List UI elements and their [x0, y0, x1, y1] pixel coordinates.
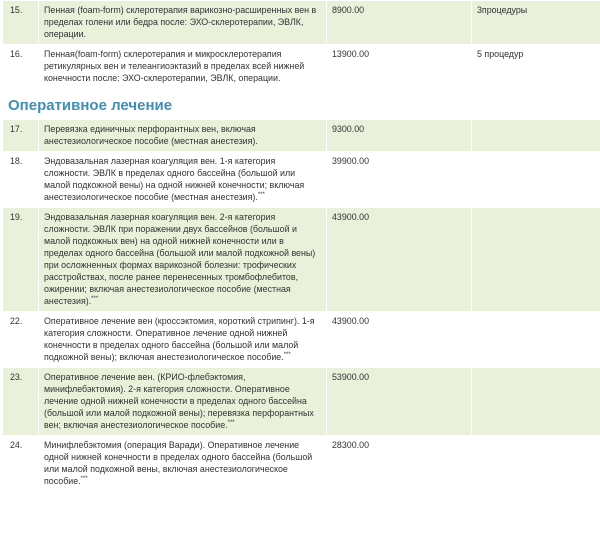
row-number: 24. — [3, 436, 39, 492]
footnote-stars: *** — [257, 192, 265, 199]
row-number: 23. — [3, 368, 39, 436]
service-description-cell — [39, 120, 327, 152]
service-description: Эндовазальная лазерная коагуляция вен. 2-я категория сложности. ЭВЛК при поражении двух бассейнов (большой и малой подкожных вен) на одной нижней конечности или в пределах одного бассейна (большой или малой подкожной вены) при осложненных формах варикозной болезни: трофических расстройствах, после ранее перенесенных тромбофлебитов, ожирении; включая анестезиологическое пособие (местная анестезия). — [44, 212, 316, 306]
service-note — [472, 368, 600, 436]
service-description: Эндовазальная лазерная коагуляция вен. 1-я категория сложности. ЭВЛК в пределах одного бассейна (большой или малой подкожной вены) на одной нижней конечности; включая анестезиологическое пособие (местная анестезия). — [44, 156, 305, 202]
footnote-stars: *** — [283, 352, 291, 359]
price-table-main — [2, 119, 600, 492]
service-price: 28300.00 — [327, 436, 472, 492]
row-number: 15. — [3, 1, 39, 45]
row-number: 18. — [3, 152, 39, 208]
service-description: Пенная (foam-form) склеротерапия варикозно-расширенных вен в пределах голени или бедра после: ЭХО-склеротерапии, ЭВЛК, операции. — [39, 1, 327, 45]
service-description-cell — [39, 312, 327, 368]
service-note: 3процедуры — [472, 1, 600, 45]
row-number: 16. — [3, 45, 39, 89]
service-description-cell — [39, 368, 327, 436]
service-description-cell — [39, 436, 327, 492]
row-number: 19. — [3, 208, 39, 312]
footnote-stars: *** — [91, 296, 99, 303]
service-price: 39900.00 — [327, 152, 472, 208]
table-row — [3, 368, 600, 436]
section-title: Оперативное лечение — [8, 97, 173, 114]
service-note — [472, 312, 600, 368]
service-description: Пенная(foam-form) склеротерапия и микросклеротерапия ретикулярных вен и телеангиоэктазий в пределах всей нижней конечности после: ЭХО-склеротерапии, ЭВЛК, операции. — [39, 45, 327, 89]
table-row — [3, 120, 600, 152]
service-note — [472, 152, 600, 208]
service-note — [472, 120, 600, 152]
table-row — [3, 152, 600, 208]
table-row — [3, 1, 600, 45]
table-row — [3, 436, 600, 492]
service-price: 9300.00 — [327, 120, 472, 152]
service-note — [472, 208, 600, 312]
service-description-cell — [39, 152, 327, 208]
footnote-stars: *** — [80, 476, 88, 483]
row-number: 17. — [3, 120, 39, 152]
price-table-top — [2, 0, 600, 89]
row-number: 22. — [3, 312, 39, 368]
table-row — [3, 312, 600, 368]
footnote-stars: *** — [227, 420, 235, 427]
service-price: 43900.00 — [327, 312, 472, 368]
service-price: 53900.00 — [327, 368, 472, 436]
service-description: Оперативное лечение вен (кроссэктомия, короткий стрипинг). 1-я категория сложности. Оперативное лечение одной нижней конечности в пределах одного бассейна (большой или малой подкожной вены); включая анестезиологическое пособие. — [44, 316, 315, 362]
service-price: 13900.00 — [327, 45, 472, 89]
service-price: 43900.00 — [327, 208, 472, 312]
service-description: Минифлебэктомия (операция Варади). Оперативное лечение одной нижней конечности в пределах одного бассейна (большой или малой подкожной вены, включая анестезиологическое пособие. — [44, 440, 313, 486]
service-description-cell — [39, 208, 327, 312]
service-description: Перевязка единичных перфорантных вен, включая анестезиологическое пособие (местная анестезия). — [44, 124, 258, 146]
service-note — [472, 436, 600, 492]
table-row — [3, 208, 600, 312]
service-price: 8900.00 — [327, 1, 472, 45]
service-note: 5 процедур — [472, 45, 600, 89]
service-description: Оперативное лечение вен. (КРИО-флебэктомия, минифлебэктомия). 2-я категория сложности. Оперативное лечение одной нижней конечности в пределах одного бассейна (большой или малой подкожной вены); перевязка перфорантных вен; включая анестезиологическое пособие. — [44, 372, 314, 430]
table-row — [3, 45, 600, 89]
